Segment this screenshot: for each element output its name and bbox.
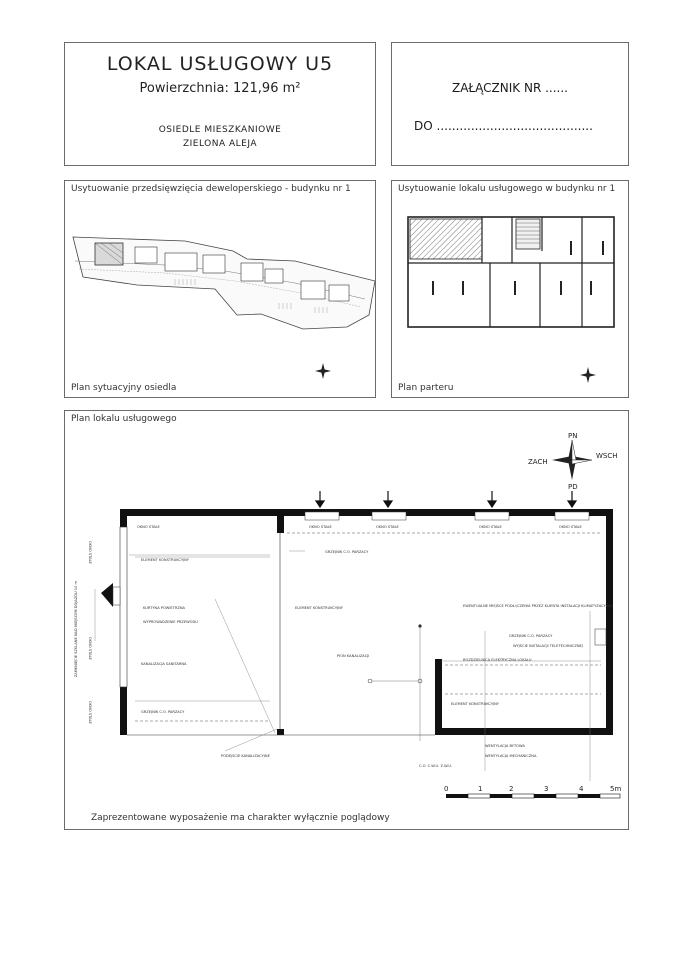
scale-tick-0: 0 bbox=[444, 785, 449, 793]
label-pion: PION KANALIZACJI bbox=[337, 654, 370, 658]
window-label-3: OKNO STAŁE bbox=[479, 525, 502, 529]
label-kurtyna: KURTYNA POWIETRZNA bbox=[143, 606, 185, 610]
label-wentylacja-2: WENTYLACJA MECHANICZNA bbox=[485, 754, 537, 758]
label-przewod: WYPROWADZENIE PRZEWODU bbox=[143, 620, 198, 624]
estate-line-2: ZIELONA ALEJA bbox=[182, 139, 258, 149]
label-podejscie: PODEJŚCIE KANALIZACYJNE bbox=[221, 754, 270, 758]
window-label-1: OKNO STAŁE bbox=[309, 525, 332, 529]
annex-to: DO ......................................... bbox=[414, 119, 593, 133]
scale-tick-4: 4 bbox=[579, 785, 584, 793]
scale-bar bbox=[444, 785, 621, 798]
annex-block bbox=[391, 42, 629, 166]
label-grzejnik-1: GRZEJNIK C.O. PARZACY bbox=[325, 550, 369, 554]
unit-area bbox=[65, 81, 375, 96]
unit-plan-drawing bbox=[65, 411, 628, 829]
annex-title: ZAŁĄCZNIK NR ...... bbox=[452, 81, 568, 95]
label-wentylacja-1: WENTYLACJA BYTOWA bbox=[485, 744, 525, 748]
estate-line-1: OSIEDLE MIESZKANIOWE bbox=[158, 125, 282, 135]
label-telefon: WYJŚCIE INSTALACJI TELETECHNICZNEJ bbox=[513, 644, 583, 648]
scale-tick-3: 3 bbox=[544, 785, 549, 793]
furnishing-note: Zaprezentowane wyposażenie ma charakter wyłącznie poglądowy bbox=[91, 813, 390, 823]
window-label-4: OKNO STAŁE bbox=[559, 525, 582, 529]
compass-north: PN bbox=[568, 432, 578, 440]
compass-south: PD bbox=[568, 483, 578, 491]
label-element-2: ELEMENT KONSTRUKCYJNY bbox=[295, 606, 343, 610]
floor-caption-bottom: Plan parteru bbox=[398, 383, 454, 393]
title-block bbox=[64, 42, 376, 166]
label-vertical-note: ZAMKNIĘCIE SZKLANE NAD MIEJSCEM DOJAZDU 10 m bbox=[74, 581, 78, 678]
compass-rose bbox=[528, 432, 618, 491]
label-instalacje: EWENTUALNE MIEJSCE PODŁĄCZENIA PRZEZ KLIENTA INSTALACJI KLIMATYZACYJNEJ bbox=[463, 604, 613, 608]
label-wc: C.O. C.W.U. Z.W.U. bbox=[419, 764, 453, 768]
compass-west: ZACH bbox=[528, 458, 548, 466]
window-label-2: OKNO STAŁE bbox=[376, 525, 399, 529]
unit-plan-panel bbox=[64, 410, 629, 830]
scale-tick-1: 1 bbox=[478, 785, 483, 793]
ground-floor-drawing bbox=[392, 181, 628, 397]
site-plan-drawing bbox=[65, 181, 375, 397]
site-plan-panel bbox=[64, 180, 376, 398]
floor-plan-panel bbox=[391, 180, 629, 398]
site-caption-bottom: Plan sytuacyjny osiedla bbox=[71, 383, 177, 393]
label-grzejnik-3: GRZEJNIK C.O. PARZACY bbox=[509, 634, 553, 638]
label-element-1: ELEMENT KONSTRUKCYJNY bbox=[141, 558, 189, 562]
compass-east: WSCH bbox=[596, 452, 618, 460]
estate-name bbox=[65, 123, 375, 151]
area-value: 121,96 m² bbox=[232, 81, 301, 96]
area-label: Powierzchnia: bbox=[139, 81, 229, 96]
label-rozdzielnica: ROZDZIELNICA ELEKTRYCZNA LOKALU bbox=[463, 658, 532, 662]
label-okno-stale-2: OKNO STAŁE bbox=[88, 701, 92, 724]
label-grzejnik-2: GRZEJNIK C.O. PARZACY bbox=[141, 710, 185, 714]
label-kanalizacja: KANALIZACJA SANITARNA bbox=[141, 662, 187, 666]
window-label-5: OKNO STAŁE bbox=[137, 525, 160, 529]
scale-tick-5: 5m bbox=[610, 785, 622, 793]
site-caption-top: Usytuowanie przedsięwzięcia deweloperskiego - budynku nr 1 bbox=[71, 184, 351, 194]
floor-caption-top: Usytuowanie lokalu usługowego w budynku nr 1 bbox=[398, 184, 616, 194]
unit-title: LOKAL USŁUGOWY U5 bbox=[106, 53, 334, 75]
label-okno: OKNO STAŁE bbox=[88, 541, 92, 564]
label-okno-stale: OKNO STAŁE bbox=[88, 637, 92, 660]
label-element-3: ELEMENT KONSTRUKCYJNY bbox=[451, 702, 499, 706]
scale-tick-2: 2 bbox=[509, 785, 514, 793]
plan-caption-top: Plan lokalu usługowego bbox=[71, 414, 177, 424]
